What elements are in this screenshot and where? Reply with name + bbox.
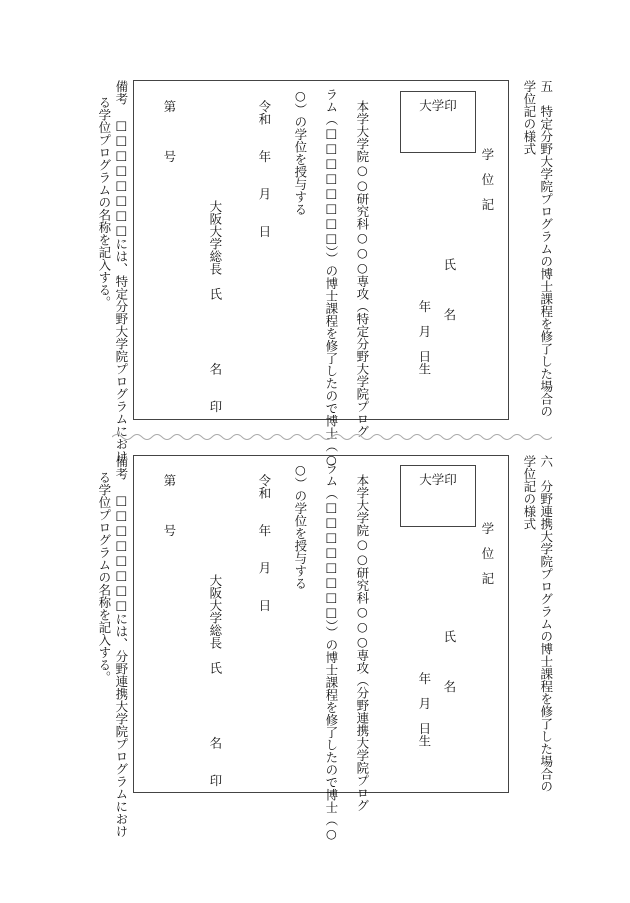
section6-body-line1: 本学大学院○○研究科○○○専攻（分野連携大学院プログ	[354, 474, 370, 812]
section5-body-line3: ○）の学位を授与する	[292, 88, 308, 216]
section6-seal-label: 大学印	[419, 472, 457, 487]
section5-diploma-title: 学 位 記	[479, 148, 495, 211]
section5-number-line: 第 号	[161, 100, 177, 163]
section6-body-line3: ○）の学位を授与する	[292, 462, 308, 590]
section6-date-line: 令和 年 月 日	[256, 474, 272, 612]
section5-body-line2: ラム（□□□□□□□□））の博士課程を修了したので博士（○	[323, 88, 339, 467]
section5-seal-label: 大学印	[419, 98, 457, 113]
section6-name-line: 氏 名	[441, 630, 457, 693]
section6-note-line2: る学位プログラムの名称を記入する。	[96, 471, 112, 684]
section6-number-line: 第 号	[161, 474, 177, 537]
section6-note-line1: 備考 □□□□□□□□には、分野連携大学院プログラムにおけ	[113, 455, 129, 838]
section6-university-seal	[400, 465, 476, 527]
section5-birth-line: 年 月 日生	[416, 300, 432, 375]
section5-note-line1: 備考 □□□□□□□□には、特定分野大学院プログラムにおけ	[113, 80, 129, 463]
section5-university-seal	[400, 91, 476, 153]
section6-body-line2: ラム（□□□□□□□□））の博士課程を修了したので博士（○	[323, 462, 339, 841]
section6-birth-line: 年 月 日生	[416, 672, 432, 747]
section5-note-line2: る学位プログラムの名称を記入する。	[96, 96, 112, 309]
section5-date-line: 令和 年 月 日	[256, 100, 272, 238]
section5-name-line: 氏 名	[441, 258, 457, 321]
section6-heading: 六 分野連携大学院プログラムの博士課程を修了した場合の学位記の様式	[521, 455, 554, 793]
section5-president-line: 大阪大学総長 氏 名 印	[207, 200, 223, 413]
section6-diploma-title: 学 位 記	[479, 522, 495, 585]
section5-heading: 五 特定分野大学院プログラムの博士課程を修了した場合の学位記の様式	[521, 80, 554, 418]
section5-body-line1: 本学大学院○○研究科○○○専攻（特定分野大学院プログ	[354, 100, 370, 438]
section6-president-line: 大阪大学総長 氏 名 印	[207, 574, 223, 787]
section-separator	[112, 432, 552, 442]
